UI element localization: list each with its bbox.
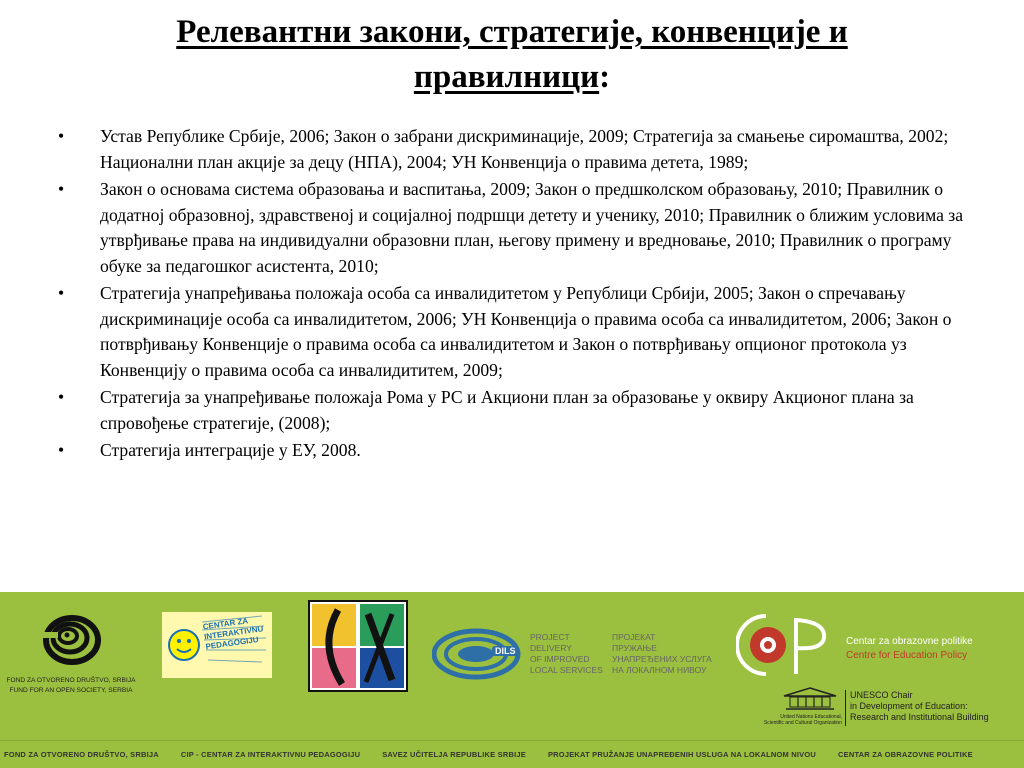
dils-english-text [530, 632, 603, 676]
dils-sr-line: ПРУЖАЊЕ [612, 643, 657, 653]
unesco-chair-line: in Development of Education: [850, 701, 968, 711]
dils-en-line: DELIVERY [530, 643, 572, 653]
partner-name: CENTAR ZA OBRAZOVNE POLITIKE [838, 750, 973, 759]
teachers-union-logo [308, 600, 408, 692]
unesco-logo [763, 686, 842, 726]
cip-logo-text: CENTAR ZA INTERAKTIVNU PEDAGOGIJU [202, 616, 264, 652]
dils-en-line: PROJECT [530, 632, 570, 642]
fos-caption [0, 676, 142, 696]
cep-icon [736, 610, 832, 680]
fos-caption-line1: FOND ZA OTVORENO DRUŠTVO, SRBIJA [6, 677, 136, 684]
cip-logo [162, 612, 272, 678]
dils-sr-line: НА ЛОКАЛНОМ НИВОУ [612, 665, 707, 675]
list-item [58, 124, 968, 175]
partner-name: FOND ZA OTVORENO DRUŠTVO, SRBIJA [4, 750, 159, 759]
list-item-text: Стратегија унапређивања положаја особа са инвалидитетом у Републици Србији, 2005; Закон о спречавању дискриминације особа са инвалидитетом, 2006; УН Конвенција о правима особа са инвалидитетом, 2006; Закон о потврђивању Конвенције о правима особа са инвалидитетом и Закон о потврђивању опционог протокола уз Конвенцију о правима особа са инвалидититем, 2009; [100, 283, 952, 380]
unesco-org-line: Scientific and Cultural Organization [763, 720, 842, 726]
bullet-dot: • [58, 440, 65, 460]
title-colon: : [599, 59, 611, 95]
partner-footer [0, 592, 1024, 768]
dils-sr-line: УНАПРЕЂЕНИХ УСЛУГА [612, 654, 712, 664]
dils-sr-line: ПРОЈЕКАТ [612, 632, 656, 642]
partner-name: CIP - CENTAR ZA INTERAKTIVNU PEDAGOGIJU [180, 750, 361, 759]
unesco-org-line: United Nations Educational, [780, 714, 842, 720]
fos-logo [0, 592, 142, 702]
title-line2: правилници [413, 59, 600, 95]
partner-names-strip [0, 740, 1024, 768]
dils-logo [432, 628, 524, 680]
partner-name: SAVEZ UČITELJA REPUBLIKE SRBIJE [382, 750, 526, 759]
dils-serbian-text [612, 632, 712, 676]
list-item [58, 438, 968, 464]
bullet-dot: • [58, 179, 65, 199]
dils-en-line: LOCAL SERVICES [530, 665, 603, 675]
cep-name-english: Centre for Education Policy [846, 650, 968, 661]
list-item [58, 385, 968, 436]
unesco-divider [845, 690, 846, 726]
unesco-chair-text [850, 690, 989, 723]
dils-en-line: OF IMPROVED [530, 654, 590, 664]
list-item-text: Закон о основама система образовања и васпитања, 2009; Закон о предшколском образовању, 2010; Правилник о додатној образовној, здравственој и социјалној подршци детету и ученику, 2010; Правилник о ближим условима за утврђивање права на индивидуални образовни план, његову примену и вредновање, 2010; Правилник о програму обуке за педагошког асистента, 2010; [100, 179, 964, 276]
list-item [58, 281, 968, 383]
bullet-dot: • [58, 387, 65, 407]
bullet-dot: • [58, 283, 65, 303]
slide-title [40, 10, 984, 100]
fos-spiral-icon [0, 592, 142, 676]
unesco-temple-icon [778, 686, 842, 712]
fos-caption-line2: FUND FOR AN OPEN SOCIETY, SERBIA [9, 687, 133, 694]
unesco-org-name [756, 714, 842, 726]
list-item-text: Стратегија за унапређивање положаја Рома у РС и Акциони план за образовање у оквиру Акционог плана за спровођење стратегије, (2008); [100, 387, 914, 433]
partner-name: PROJEKAT PRUŽANJE UNAPREĐENIH USLUGA NA LOKALNOM NIVOU [547, 750, 817, 759]
dils-word: DILS [492, 646, 519, 656]
list-item-text: Устав Републике Србије, 2006; Закон о забрани дискриминације, 2009; Стратегија за смањење сиромаштва, 2002; Национални план акције за децу (НПА), 2004; УН Конвенција о правима детета, 1989; [100, 126, 949, 172]
cep-name-local: Centar za obrazovne politike [846, 636, 973, 647]
bullet-list [58, 124, 968, 466]
teachers-union-icon [308, 600, 408, 692]
unesco-chair-line: Research and Institutional Building [850, 712, 989, 722]
cep-logo [736, 610, 832, 680]
list-item-text: Стратегија интеграције у ЕУ, 2008. [100, 440, 361, 460]
list-item [58, 177, 968, 279]
bullet-dot: • [58, 126, 65, 146]
title-line1: Релевантни закони, стратегије, конвенције и [176, 14, 848, 50]
unesco-chair-line: UNESCO Chair [850, 690, 913, 700]
